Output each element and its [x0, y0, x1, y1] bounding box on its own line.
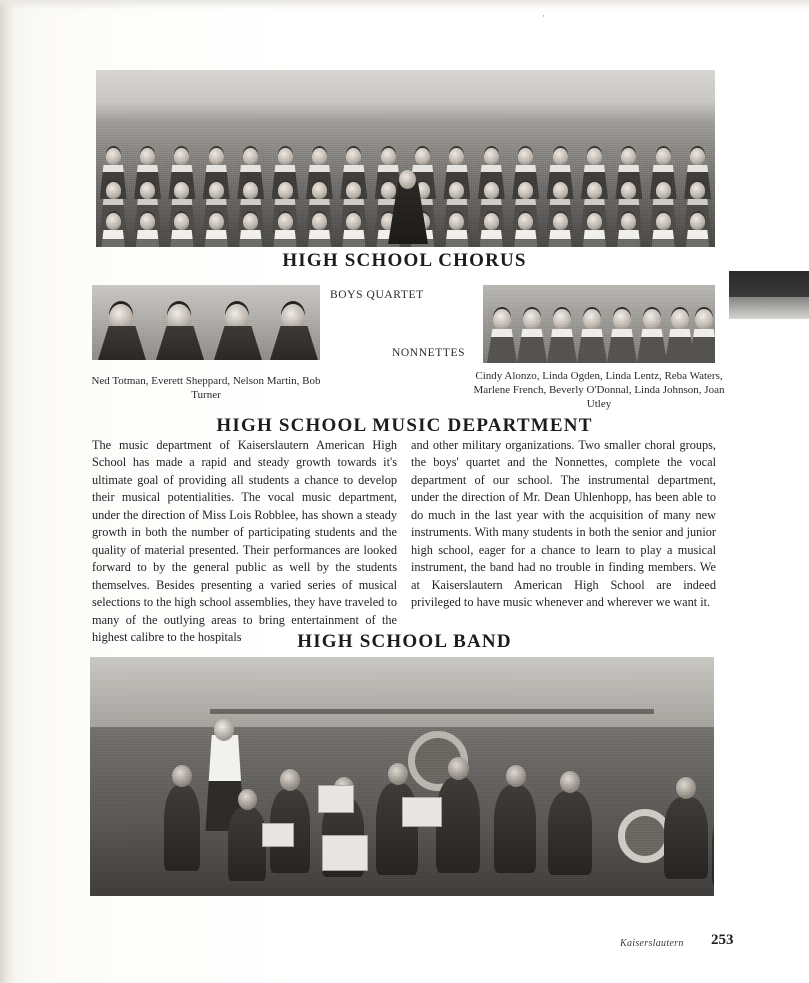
- page-number: 253: [711, 932, 734, 948]
- scan-speck: ·: [542, 11, 545, 21]
- band-section-title: HIGH SCHOOL BAND: [297, 631, 512, 652]
- music-department-body-right: and other military organizations. Two smaller choral groups, the boys' quartet and the Nonnettes, complete the vocal department of our school. The instrumental department, under the direction of Mr. Dean Uhlenhopp, has been able to do much in the last year with the acquisition of many new instruments. With many students in both the senior and junior high school, eager for a chance to learn to play a musical instrument, the band had no trouble in finding members. We at Kaiserslautern American High School are indeed privileged to have music whenever and wherever we want it.: [411, 438, 716, 610]
- photo-grain: [96, 70, 715, 247]
- chorus-photograph: [96, 70, 715, 247]
- photo-grain: [90, 657, 714, 896]
- footer-school-mark: Kaiserslautern: [620, 938, 684, 949]
- boys-quartet-label: BOYS QUARTET: [330, 289, 424, 301]
- nonnettes-caption: Cindy Alonzo, Linda Ogden, Linda Lentz, Reba Waters, Marlene French, Beverly O'Donnal, Linda Johnson, Joan Utley: [473, 370, 725, 410]
- chorus-section-title: HIGH SCHOOL CHORUS: [282, 250, 527, 271]
- scan-edge-top: [0, 0, 809, 10]
- band-photograph: [90, 657, 714, 896]
- nonnettes-photograph: [483, 285, 715, 363]
- photo-grain: [92, 285, 320, 360]
- right-margin-bleed-dark: [729, 271, 809, 297]
- right-margin-bleed-light: [729, 297, 809, 319]
- nonnettes-label: NONNETTES: [392, 347, 466, 359]
- scan-edge-left: [0, 0, 14, 983]
- photo-grain: [483, 285, 715, 363]
- music-department-body-left: The music department of Kaiserslautern American High School has made a rapid and steady growth towards it's ultimate goal of providing all students a chance to develop their musical potentialities. The vocal music department, under the direction of Miss Lois Robblee, has shown a steady growth in both the number of participating students and the quality of material presented. Their performances are looked forward to by the general public as well by the students themselves. Besides presenting a varied series of musical selections to the high school assemblies, they have traveled to many of the outlying areas to bring entertainment of the highest calibre to the hospitals: [92, 438, 397, 644]
- boys-quartet-caption: Ned Totman, Everett Sheppard, Nelson Martin, Bob Turner: [91, 375, 321, 401]
- boys-quartet-photograph: [92, 285, 320, 360]
- music-department-title: HIGH SCHOOL MUSIC DEPARTMENT: [216, 415, 593, 436]
